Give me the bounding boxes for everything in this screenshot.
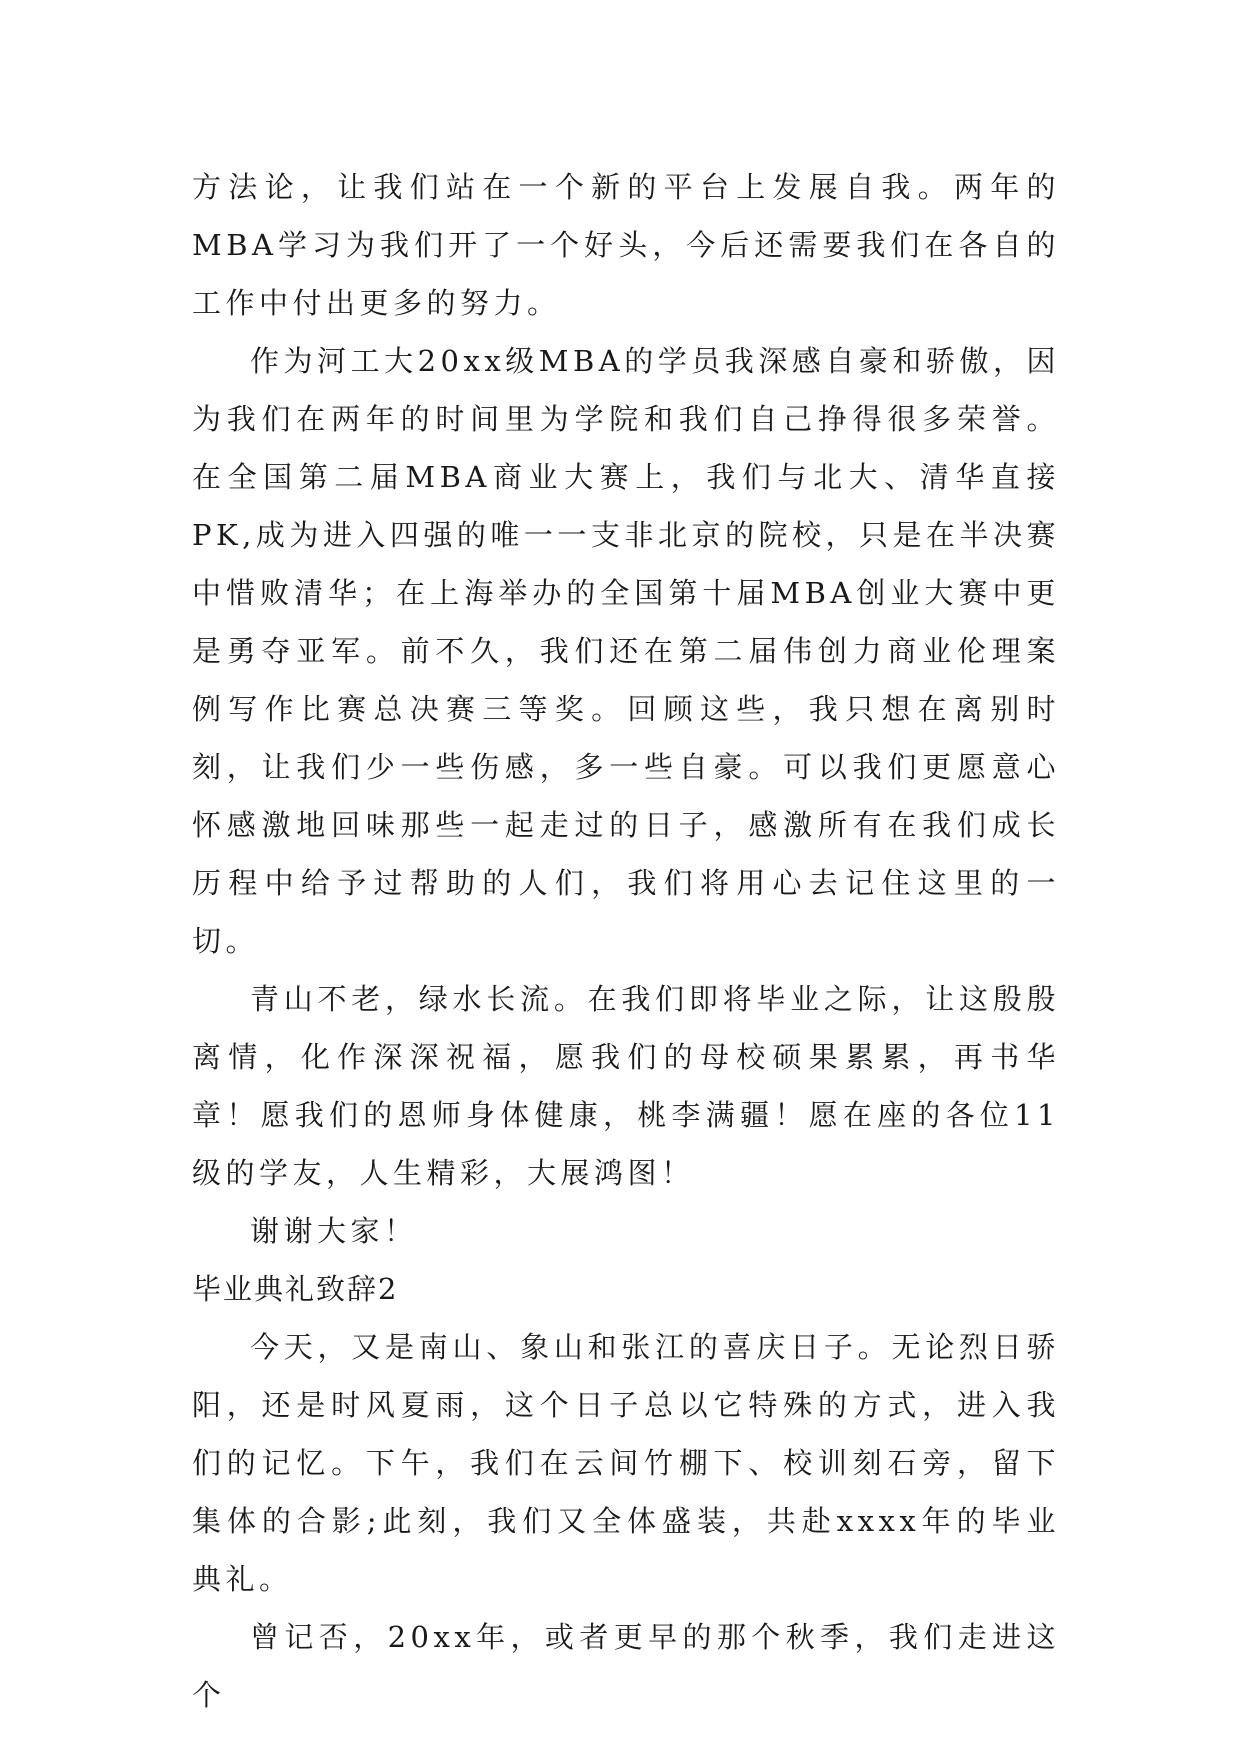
document-body: [192, 158, 1060, 1724]
paragraph-thanks: 谢谢大家！: [250, 1214, 418, 1248]
paragraph-honors: 作为河工大20xx级MBA的学员我深感自豪和骄傲，因为我们在两年的时间里为学院和我们自己挣得很多荣誉。在全国第二届MBA商业大赛上，我们与北大、清华直接PK,成为进入四强的唯一一支非北京的院校，只是在半决赛中惜败清华；在上海举办的全国第十届MBA创业大赛中更是勇夺亚军。前不久，我们还在第二届伟创力商业伦理案例写作比赛总决赛三等奖。回顾这些，我只想在离别时刻，让我们少一些伤感，多一些自豪。可以我们更愿意心怀感激地回味那些一起走过的日子，感激所有在我们成长历程中给予过帮助的人们，我们将用心去记住这里的一切。: [192, 344, 1060, 958]
paragraph-today: 今天，又是南山、象山和张江的喜庆日子。无论烈日骄阳，还是时风夏雨，这个日子总以它特殊的方式，进入我们的记忆。下午，我们在云间竹棚下、校训刻石旁，留下集体的合影;此刻，我们又全体盛装，共赴xxxx年的毕业典礼。: [192, 1330, 1060, 1596]
paragraph-memory: 曾记否，20xx年，或者更早的那个秋季，我们走进这个: [192, 1620, 1060, 1712]
paragraph-farewell: 青山不老，绿水长流。在我们即将毕业之际，让这殷殷离情，化作深深祝福，愿我们的母校硕果累累，再书华章！愿我们的恩师身体健康，桃李满疆！愿在座的各位11级的学友，人生精彩，大展鸿图！: [192, 982, 1060, 1190]
paragraph-continuation: 方法论，让我们站在一个新的平台上发展自我。两年的MBA学习为我们开了一个好头，今后还需要我们在各自的工作中付出更多的努力。: [192, 170, 1060, 320]
section-heading: 毕业典礼致辞2: [192, 1272, 399, 1306]
